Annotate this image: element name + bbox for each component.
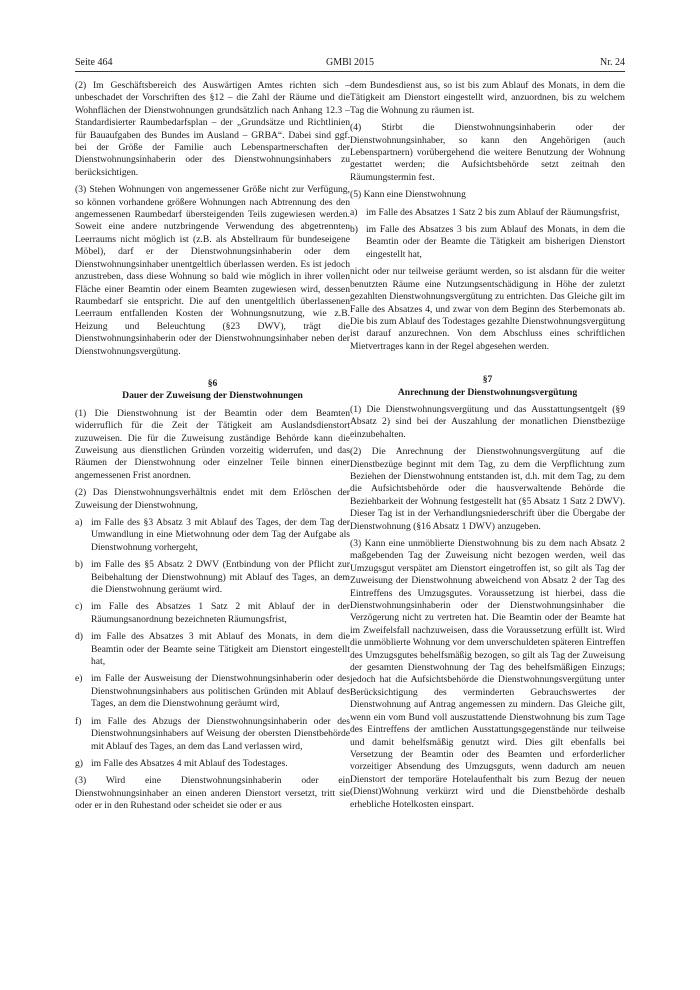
list-label: g) bbox=[75, 757, 83, 769]
list-text: im Falle des Absatzes 4 mit Ablauf des Todestages. bbox=[91, 757, 288, 769]
list-item bbox=[75, 631, 350, 668]
paragraph-5-2: (2) Im Geschäftsbereich des Auswärtigen Amtes richten sich – unbeschadet der Vorschriften des §12 – die Zahl der Räume und die Wohnflächen der Dienstwohnungen grundsätzlich nach Anhang 12.3 – Standardisierter Raumbedarfsplan – der „Grundsätze und Richtlinien für Bauaufgaben des Bundes im Ausland – GRBA“. Dabei sind ggf. bei der Größe der Familie auch Lebenspartnerschaften der Dienstwohnungsinhaberin oder des Dienstwohnungsinhabers zu berücksichtigen. bbox=[75, 80, 350, 178]
paragraph-6-4: (4) Stirbt die Dienstwohnungsinhaberin oder der Dienstwohnungsinhaber, so kann den Angehörigen (auch Lebenspartnern) vorübergehend die weitere Benutzung der Wohnung gestattet werden; die Aufsichtsbehörde setzt zeitnah den Räumungstermin fest. bbox=[350, 122, 625, 183]
list-label: f) bbox=[75, 715, 82, 727]
list-label: b) bbox=[75, 559, 83, 571]
list-text: im Falle des Abzugs der Dienstwohnungsinhaberin oder des Dienstwohnungsinhabers auf Weisung der obersten Dienstbehörde mit Ablauf des Tages, an dem das Land verlassen wird, bbox=[91, 715, 350, 752]
list-label: b) bbox=[350, 224, 358, 236]
list-item bbox=[75, 673, 350, 710]
paragraph-6-1: (1) Die Dienstwohnung ist der Beamtin oder dem Beamten widerruflich für die Zeit der Tätigkeit am Auslandsdienstort zuzuweisen. Die für die Zuweisung zuständige Behörde kann die Zuweisung aus dienstlichen Gründen vorzeitig widerrufen, und das Räumen der Dienstwohnung oder einzelner Teile binnen einer angemessenen Frist anordnen. bbox=[75, 407, 350, 481]
list-text: im Falle des §5 Absatz 2 DWV (Entbindung von der Pflicht zur Beibehaltung der Dienstwohnung) mit Ablauf des Tages, an dem die Dienstwohnung geräumt wird. bbox=[91, 559, 350, 596]
list-item bbox=[75, 517, 350, 554]
list-item bbox=[350, 224, 625, 261]
list-text: im Falle der Ausweisung der Dienstwohnungsinhaberin oder des Dienstwohnungsinhabers aus politischen Gründen mit Ablauf des Tages, an dem die Dienstwohnung geräumt wird, bbox=[91, 673, 350, 710]
page-number: Seite 464 bbox=[75, 57, 113, 68]
paragraph-6-5: (5) Kann eine Dienstwohnung bbox=[350, 189, 466, 201]
section-number: §6 bbox=[207, 377, 218, 389]
section-number: §7 bbox=[482, 374, 493, 386]
page-header bbox=[75, 56, 625, 70]
list-label: c) bbox=[75, 601, 83, 613]
section-6-heading bbox=[75, 378, 350, 403]
list-label: d) bbox=[75, 631, 83, 643]
left-column bbox=[75, 80, 350, 818]
list-item bbox=[350, 207, 625, 219]
list-text: im Falle des Absatzes 1 Satz 2 mit Ablauf der in der Räumungsanordnung bezeichneten Räumungsfrist, bbox=[91, 601, 350, 625]
paragraph-6-5-continued: nicht oder nur teilweise geräumt werden, so ist alsdann für die weiter benutzten Räume eine Nutzungsentschädigung in Höhe der zuletzt gezahlten Dienstwohnungsvergütung zu entrichten. Das Gleiche gilt im Falle des Absatzes 4, und zwar von dem Beginn des Sterbemonats ab. Die bis zum Ablauf des Todestages gezahlte Dienstwohnungsvergütung ist darauf anzurechnen. Von dem Abschluss eines schriftlichen Mietvertrages kann in der Regel abgesehen werden. bbox=[350, 266, 625, 352]
list-label: a) bbox=[75, 517, 83, 528]
journal-title: GMBl 2015 bbox=[325, 57, 375, 68]
paragraph-7-1: (1) Die Dienstwohnungsvergütung und das Ausstattungsentgelt (§9 Absatz 2) sind bei der Auszahlung der monatlichen Dienstbezüge einzubehalten. bbox=[350, 403, 625, 440]
list-text: im Falle des Absatzes 3 mit Ablauf des Monats, in dem die Beamtin oder der Beamte seine Tätigkeit am Dienstort eingestellt hat, bbox=[91, 631, 350, 668]
list-item bbox=[75, 601, 350, 626]
paragraph-6-3-continued: dem Bundesdienst aus, so ist bis zum Ablauf des Monats, in dem die Tätigkeit am Dienstort eingestellt wird, anzuordnen, bis zu welchem Tag die Wohnung zu räumen ist. bbox=[350, 80, 625, 116]
list-item bbox=[75, 559, 350, 596]
list-text: im Falle des Absatzes 3 bis zum Ablauf des Monats, in dem die Beamtin oder der Beamte die Tätigkeit am bisherigen Dienstort eingestellt hat, bbox=[366, 224, 625, 260]
list-label: a) bbox=[350, 206, 358, 218]
list-label: e) bbox=[75, 673, 83, 685]
paragraph-7-2: (2) Die Anrechnung der Dienstwohnungsvergütung auf die Dienstbezüge beginnt mit dem Tag, zu dem die Verpflichtung zum Beziehen der Dienstwohnung entstanden ist, d.h. mit dem Tag, zu dem die Aufsichtsbehörde oder die hausverwaltende Behörde die Beziehbarkeit der Wohnung festgestellt hat (§5 Absatz 1 Satz 2 DWV). Dieser Tag ist in der Verhandlungsniederschrift über die Übergabe der Dienstwohnung (§16 Absatz 1 DWV) anzugeben. bbox=[350, 446, 625, 532]
header-divider bbox=[75, 71, 625, 72]
paragraph-5-3: (3) Stehen Wohnungen von angemessener Größe nicht zur Verfügung, so können vorhandene größere Wohnungen nach Abtrennung des den angemessenen Raumbedarf übersteigenden Teils zugewiesen werden. Soweit eine andere nutzbringende Verwendung des abgetrennten Leerraums nicht möglich ist (z.B. als Abstellraum für bundeseigene Möbel), darf er der Dienstwohnungsinhaberin oder dem Dienstwohnungsinhaber unentgeltlich überlassen werden. Es ist jedoch anzustreben, dass diese Wohnung so bald wie möglich in ihrer vollen Fläche einer Beamtin oder einem Beamten zugewiesen wird, dessen Raumbedarf sie entspricht. Die auf den unentgeltlich überlassenen Leerraum entfallenden Kosten der Wohnungsnutzung, wie z.B. Heizung und Beleuchtung (§23 DWV), trägt die Dienstwohnungsinhaberin oder der Dienstwohnungsinhaber neben der Dienstwohnungsvergütung. bbox=[75, 184, 350, 357]
list-item bbox=[75, 716, 350, 753]
paragraph-6-2: (2) Das Dienstwohnungsverhältnis endet mit dem Erlöschen der Zuweisung der Dienstwohnung, bbox=[75, 487, 350, 511]
issue-number: Nr. 24 bbox=[600, 57, 625, 68]
section-7-heading bbox=[350, 374, 625, 399]
paragraph-7-3: (3) Kann eine unmöblierte Dienstwohnung bis zu dem nach Absatz 2 maßgebenden Tag der Zuweisung nicht bezogen werden, weil das Umzugsgut verspätet am Dienstort eingetroffen ist, so gilt als Tag der Zuweisung der Dienstwohnung abweichend von Absatz 2 der Tag des Eintreffens des Umzugsgutes. Voraussetzung ist hierbei, dass die Dienstwohnungsinhaberin oder der Dienstwohnungsinhaber die Verzögerung nicht zu vertreten hat. Die Beamtin oder der Beamte hat im Zweifelsfall nachzuweisen, dass die Voraussetzung erfüllt ist. Wird die unmöblierte Wohnung vor dem unverschuldeten späteren Eintreffen des Umzugsgutes behelfsmäßig bezogen, so gilt als Tag der Zuweisung der gesamten Dienstwohnung der Tag des behelfsmäßigen Einzugs; jedoch hat die Aufsichtsbehörde die Dienstwohnungsvergütung unter Berücksichtigung des verminderten Gebrauchswertes der Dienstwohnung auf Antrag angemessen zu mindern. Das Gleiche gilt, wenn ein vom Bund voll auszustattende Dienstwohnung bis zum Tage des Eintreffens der amtlichen Ausstattungsgegenstände nur teilweise und damit behelfsmäßig genutzt wird. Dies gilt ebenfalls bei Versetzung der Beamtin oder des Beamten und erforderlicher vorzeitiger Absendung des Umzugsguts, wenn dadurch am neuen Dienstort der temporäre Hotelaufenthalt bis zum Bezug der neuen (Dienst)Wohnung verkürzt wird und die Dienstbehörde deshalb erhebliche Hotelkosten einspart. bbox=[350, 538, 625, 810]
section-title: Anrechnung der Dienstwohnungsvergütung bbox=[397, 386, 578, 398]
paragraph-6-3: (3) Wird eine Dienstwohnungsinhaberin oder ein Dienstwohnungsinhaber an einen anderen Dienstort versetzt, tritt sie oder er in den Ruhestand oder scheidet sie oder er aus bbox=[75, 775, 350, 812]
list-text: im Falle des Absatzes 1 Satz 2 bis zum Ablauf der Räumungsfrist, bbox=[366, 206, 620, 218]
list-item bbox=[75, 758, 350, 770]
list-text: im Falle des §3 Absatz 3 mit Ablauf des Tages, der dem Tag der Umwandlung in eine Mietwohnung oder dem Tag der Aufgabe als Dienstwohnung vorhergeht, bbox=[91, 517, 350, 553]
section-title: Dauer der Zuweisung der Dienstwohnungen bbox=[122, 390, 303, 402]
right-column bbox=[350, 80, 625, 816]
